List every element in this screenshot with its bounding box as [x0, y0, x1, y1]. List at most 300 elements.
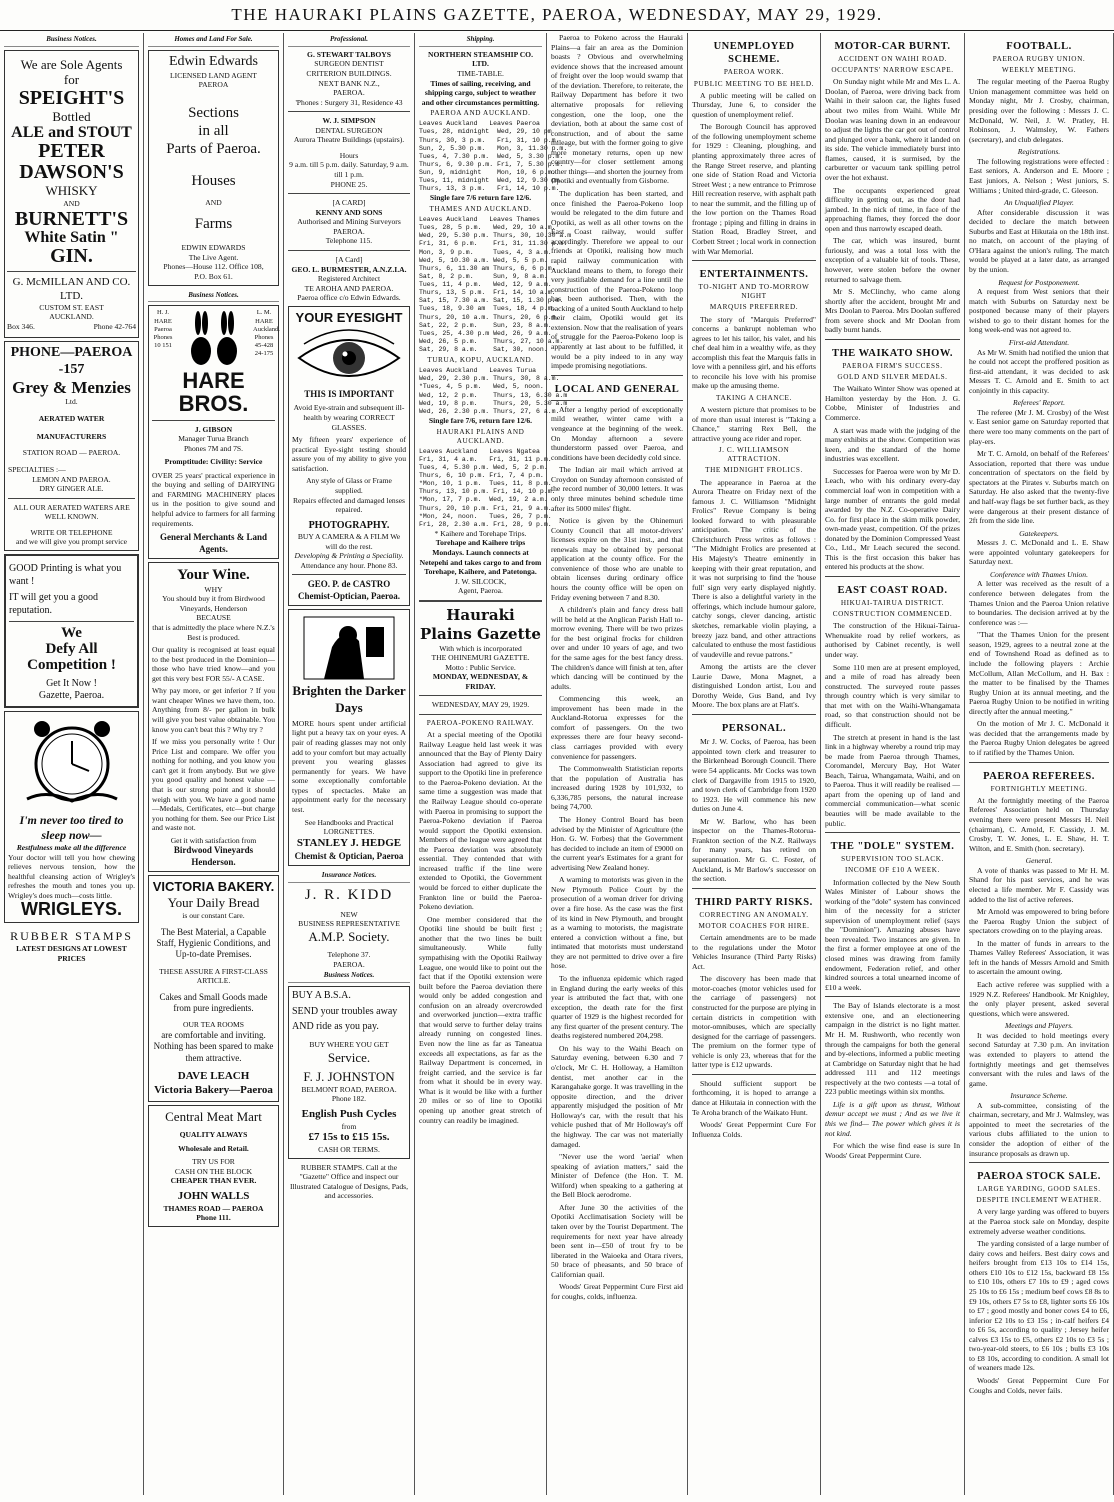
article-subheading: SUPERVISION TOO SLACK.: [841, 855, 944, 864]
article-subheading: Request for Postponement.: [998, 277, 1080, 287]
article-paragraph: The yarding consisted of a large number of dairy cows and heifers. Best dairy cows and heifers brought from £13 10s to £14 15s, others £10 10s to £12 15s, backward £8 15s to £10 10s, others £7 10s to £9 ; aged cows 25 10s to £6 15s ; medium beef cows £8 8s to £9 10s, others £7 5s to £8, lighter sorts £6 10s to £7 ; good mostly and boner cows £4 to £6, inferior £2 10s to £3 15s ; in-calf heifers £4 to £6 5s, according to quality ; Jersey heifer calves £3 15s to £5, others £2 10s to £3 5s ; two-year-old steers, to £6 10s ; bulls £3 10s to £8 10s, according to condition. A small lot of weaners made 12s.: [969, 1239, 1109, 1373]
ad-line: MANUFACTURERS: [36, 431, 107, 441]
ad-line: that is admittedly the place where N.Z.'s Best is produced.: [152, 622, 275, 642]
article-paragraph: After considerable discussion it was decided to declare the match between Suburbs and East at Hikutaia on the 18th inst. no match, on account of the playing of O'Hara against the union's ruling. The match would be played at a later date, as arranged by the union.: [969, 207, 1109, 275]
ad-line: MORE hours spent under artificial light put a heavy tax on your eyes. A pair of reading glasses may not only add to your comfort but may actually prevent you wearing glasses permanently for years. We have some exceptionally comfortable types of spectacles. Make an appointment early for the necessary test.: [292, 718, 406, 814]
article-paragraph: Certain amendments are to be made to the regulations under the Motor Vehicles Insurance (Third Party Risks) Act.: [692, 933, 816, 971]
ad-line: WRIGLEYS.: [20, 899, 122, 920]
ad-line: Competition !: [27, 656, 116, 673]
ad-line: Your Wine.: [177, 566, 250, 583]
ad-line: SPECIALTIES :—: [8, 465, 66, 475]
hedge-ad: [288, 609, 410, 866]
article-paragraph: Messrs J. C. McDonald and L. E. Shaw were appointed voluntary gatekeepers for Saturday next.: [969, 538, 1109, 567]
ad-line: A.M.P. Society.: [308, 928, 390, 944]
ad-line: WHY: [204, 584, 223, 594]
article-paragraph: Mr T. C. Arnold, on behalf of the Referees' Association, reported that there was undue concentration of spectators on the field by spectators at the Pirates v. Suburbs match on Saturday. He also asked that the twenty-five and half-way flags be set further back, as they were dangerous at their present distance of 2ft from the side line.: [969, 449, 1109, 526]
section-heading: Insurance Notices.: [288, 869, 410, 883]
ad-line: Brighten the Darker Days: [292, 683, 406, 715]
ad-line: Registered Architect: [317, 274, 381, 284]
article-heading: PAEROA REFEREES.: [983, 770, 1095, 782]
ad-line: Promptitude: Civility: Service: [164, 457, 263, 467]
ad-line: THAMES ROAD — PAEROA: [163, 1203, 264, 1213]
ad-line: F. J. JOHNSTON: [303, 1069, 395, 1085]
article-paragraph: At a special meeting of the Opotiki Railway League held last week it was announced that the Bay of Plenty Dairy Association had agreed to give its support to the Opotiki line in preference to the Paeroa-Pokeno deviation. At the same time a suggestion was made that the Railway League should co-operate with Paeroa in promising to support the Paeroa-Pokeno deviation if Paeroa would support the Opotiki extension. Members of the league were agreed that the Paeroa deviation was absolutely essential. They contended that with increased traffic if the line were extended to Opotiki, the Government would be forced to either duplicate the Frankton line or build the Paeroa-Pokeno deviation.: [419, 730, 542, 912]
ad-line: NORTHERN STEAMSHIP CO. LTD.: [427, 49, 533, 69]
ad-line: BELMONT ROAD, PAEROA.: [301, 1084, 397, 1094]
ad-line: The Live Agent.: [188, 252, 239, 262]
ad-line: [A CARD]: [332, 198, 366, 208]
ad-line: 'Phones : Surgery 31, Residence 43: [295, 97, 403, 107]
article-heading: FOOTBALL.: [1006, 41, 1072, 52]
article-paragraph: Some 110 men are at present employed, and a mile of road has already been constructed. The surveyed route passes through country which is very similar to that met with on the Waihi-Whangamata road, so that construction should not be difficult.: [825, 662, 960, 729]
article-paragraph: A sub-committee, consisting of the chairman, secretary, and Mr J. Walmsley, was appointed to meet the secretaries of the various clubs affiliated to the union to consider the adoption of either of the insurance proposals as drawn up.: [969, 1100, 1109, 1158]
ad-line: Agent, Paeroa.: [458, 586, 503, 596]
ad-line: CUSTOM ST. EAST: [39, 302, 104, 312]
article-heading: ENTERTAINMENTS.: [699, 269, 809, 281]
article-paragraph: The Indian air mail which arrived at Croydon on Sunday afternoon consisted of the record number of 30,000 letters. It was only three minutes behind schedule time after its 5000 miles' flight.: [551, 465, 683, 513]
ad-line: BUSINESS REPRESENTATIVE: [298, 919, 400, 929]
article-paragraph: The construction of the Hikuai-Tairua-Whenuakite road by relief workers, as authorised by Cabinet recently, is well under way.: [825, 621, 960, 660]
ad-line: from: [341, 1121, 357, 1131]
article-paragraph: On Sunday night while Mr and Mrs L. A. Doolan, of Paeroa, were driving back from Waihi in their saloon car, the lights fused about two miles from Waihi. While Mr Doolan was leaning down in an endeavour to adjust the lights the car got out of control and plunged over a bank, where it landed on its side. The vehicle immediately burst into flames, caused, it is surmised, by the carburetter or vacuum tank spilling petrol over the hot exhaust.: [825, 77, 960, 182]
ad-line: J. W. SILCOCK,: [454, 576, 507, 586]
article-paragraph: After a lengthy period of exceptionally mild weather, winter came with a vengeance at the beginning of the week. On Monday afternoon a severe thunderstorm passed over Paeroa, and conditions have been decidedly cold since.: [551, 404, 683, 462]
article-paragraph: Commencing this week, an improvement has been made in the Auckland-Rotorua expresses for the comfort of passengers. On the two expresses there are four heavy second-class carriages provided with every convenience for passengers.: [551, 694, 683, 761]
article-subheading: THE MIDNIGHT FROLICS.: [705, 466, 803, 475]
ad-line: GIN.: [50, 245, 93, 268]
ad-line: VICTORIA BAKERY.: [152, 879, 275, 894]
section-heading: Business Notices.: [288, 969, 410, 983]
article-heading: MOTOR-CAR BURNT.: [834, 41, 951, 52]
ad-line: AERATED WATER: [38, 414, 105, 424]
ad-line: LEMON AND PAEROA.: [32, 474, 111, 484]
ad-line: LATEST DESIGNS AT LOWEST PRICES: [16, 944, 127, 963]
article-subheading: TO-NIGHT AND TO-MORROW NIGHT: [698, 283, 810, 301]
ad-line: 9 a.m. till 5 p.m. daily. Saturday, 9 a.m. till 1 p.m.: [289, 160, 409, 179]
ad-line: Box 346.: [7, 321, 35, 331]
ad-line: I'm never too tired to sleep now—: [19, 812, 124, 842]
article-heading: UNEMPLOYED SCHEME.: [713, 41, 795, 66]
article-subheading: First-aid Attendant.: [1008, 337, 1070, 347]
section-heading: Homes and Land For Sale.: [148, 33, 279, 47]
timetable-heading: HAURAKI PLAINS AND AUCKLAND.: [436, 427, 525, 445]
article-heading: THE WAIKATO SHOW.: [831, 347, 954, 359]
eye-illustration: [294, 330, 404, 385]
ad-line: BUY WHERE YOU GET: [309, 1040, 389, 1050]
ad-line: GEO. L. BURMESTER, A.N.Z.I.A.: [291, 264, 407, 274]
ad-line: You should buy it from Birdwood Vineyards, Henderson: [162, 594, 265, 613]
ad-line: Get it with satisfaction from: [170, 835, 257, 845]
article-paragraph: On his way to the Waihi Beach on Saturday evening, between 6.30 and 7 o'clock, Mr C. H. Holloway, a Hamilton dentist, met another car in the Karangahake gorge. It was travelling in the opposite direction, and the driver apparently misjudged the position of Mr Holloway's car, with the result that his vehicle pushed that of Mr Holloway's off the highway. The car was not materially damaged.: [551, 1043, 683, 1149]
ad-line: WHISKY: [45, 183, 98, 199]
article-subheading: PAEROA WORK.: [723, 68, 785, 77]
section-heading: Business Notices.: [148, 289, 279, 303]
ad-line: SEND your troubles away: [292, 1005, 398, 1017]
ad-line: Torehape and Kaihere trips Mondays. Launch connects at Netepehi and takes cargo to and from Torehape, Kaihere, and Patetonga.: [419, 538, 542, 577]
article-paragraph: The following registrations were effected : East seniors, A. Anderson and E. Moore ; East juniors, A. Nelson ; West juniors, S. Williams ; United third-grade, C. Gleeson.: [969, 156, 1109, 195]
wrigleys-ad: [4, 711, 139, 923]
article-subheading: DESPITE INCLEMENT WEATHER.: [976, 1196, 1102, 1205]
article-paragraph: The story of "Marquis Preferred" concerns a bankrupt nobleman who agrees to let his tailor, his valet, and his chef deal him in a wealthy wife, as they accomplish this feat the Marquis falls in love with a penniless girl, and his efforts to reconcile his love with his promise make up the amusing theme.: [692, 314, 816, 391]
ad-line: NEW: [340, 909, 358, 919]
ad-line: RUBBER STAMPS: [10, 929, 133, 944]
ad-line: Phones 7M and 7S.: [183, 443, 244, 453]
article-subheading: General.: [1025, 856, 1053, 866]
article-paragraph: It was decided to hold meetings every second Saturday at 7.30 p.m. An invitation was extended to players to attend the fortnightly meetings and get themselves conversant with the rules and laws of the game.: [969, 1030, 1109, 1088]
article-subheading: WEEKLY MEETING.: [1001, 66, 1077, 75]
ad-line: Ltd.: [65, 396, 78, 406]
hare-bros-ad: [148, 305, 279, 558]
ad-line: OVER 25 years' practical experience in the buying and selling of DAIRYING and FARMING MACHINERY places us in the position to give sound and helpful advice to farmers for all farming requirements.: [152, 470, 275, 528]
timetable: Leaves Auckland Leaves Turua Wed, 29, 2.30 p.m. Thurs, 30, 8 a.m. *Tues, 4, 5 p.m. Wed, 5, noon. Wed, 12, 2 p.m. Thurs, 13, 6.30 a.m Wed, 19, 8 p.m. Thurs, 20, 5.30 a.m Wed, 26, 2.30 p.m. Thurs, 27, 6 a.m.: [419, 367, 568, 415]
article-paragraph: Mr W. Barlow, who has been inspector on the Thames-Rotorua-Frankton section of the N.Z. Railways for many years, has retired on superannuation. Mr G. C. Foster, of Auckland, is Mr Barlow's successor on the section.: [692, 816, 816, 884]
ad-line: Hauraki Plains Gazette: [420, 605, 541, 643]
article-heading: PERSONAL.: [721, 723, 787, 735]
ad-line: W. J. SIMPSON: [322, 116, 376, 126]
ad-line: Restfulness make all the difference: [16, 843, 127, 853]
article-paragraph: Mr J. W. Cocks, of Paeroa, has been appointed town clerk and treasurer to the Birkenhead Borough Council. There were 54 applicants. Mr Cocks was town clerk of Dargaville from 1915 to 1920, and town clerk of Cambridge from 1920 to 1923. He will commence his new duties on June 4.: [692, 737, 816, 814]
ad-line: KENNY AND SONS: [315, 207, 383, 217]
ad-line: OUR TEA ROOMS: [182, 1020, 245, 1030]
article-paragraph: At the fortnightly meeting of the Paeroa Referees' Association held on Thursday evening there were present Messrs H. Neil (chairman), C. Arnold, F. Cassidy, J. M. Crosby, T. W. Jones, L. E. Shaw, H. T. Wilton, and E. Smith (hon. secretary).: [969, 795, 1109, 853]
ad-line: STANLEY J. HEDGE: [296, 836, 402, 849]
article-paragraph: Among the artists are the clever Laurie Dawe, Mona Magnet, a distinguished London artist, Lou and Dorothy Weide, Gus Band, and Ivy Moore. The box plans are at Flatt's.: [692, 662, 816, 710]
article-subheading: MARQUIS PREFERRED.: [709, 303, 799, 312]
article-paragraph: The duplication has been started, and once finished the Paeroa-Pokeno loop would be relegated to the dim future and Opotiki, as well as all other towns on the East Coast railway, would suffer accordingly. Therefore we appeal to our friends at Opotiki, realising how much rapid railway communication with Auckland means to them, to forego their very justifiable demand for a line until the construction of the Paeroa-Pokeno loop has been authorised. Then, with the backing of a united South Auckland to help their claim, Opotiki would get its extension. Now that the realisation of years of struggle for the Paeroa-Pokeno loop is apparently at last about to be fulfilled, it would be a pity indeed to in any way impede promising negotiations.: [551, 189, 683, 371]
article-paragraph: Paeroa to Pokeno across the Hauraki Plains—a fair an area as the Dominion boasts ? Obvious and overwhelming evidence shows that the increased amount of freight over the loop would swamp that of the deviation. Therefore, to reiterate, the Railway Department has before it two alternative proposals for relieving congestion, one the loop, one the deviation, both at about the same cost of construction, and of about the same mileage, but with the former going to give more monetary returns, open up new country—for closer settlement among other things—and shorten the journey from Opotiki and eventually from Gisborne.: [551, 33, 683, 186]
column-8: [965, 33, 1114, 1495]
ad-line: P.O. Box 61.: [194, 271, 233, 281]
ad-line: Bottled: [52, 109, 91, 124]
section-heading: Shipping.: [419, 33, 542, 47]
ad-line: Chemist-Optician, Paeroa.: [297, 590, 401, 601]
ad-line: WRITE OR TELEPHONE: [30, 527, 113, 537]
ad-line: ALL OUR AERATED WATERS ARE WELL KNOWN.: [13, 502, 130, 522]
article-paragraph: "Never use the word 'aerial' when speaking of aviation matters," said the Minister of Defence (the Hon. T. M. Wilford) when speaking to a gathering at the Bell Block aerodrome.: [551, 1152, 683, 1200]
ad-line: is our constant Care.: [182, 910, 245, 920]
article-paragraph: The Borough Council has approved of the following unemployment scheme for 1929 : Cleaning, ploughing, and planting approximately three acres of the Range Street reserve, and planting one side of Station Road and Victoria Street West ; a new entrance to Primrose Hill recreation reserve, with asphalt path to near the summit, and the filling up of the low portion on the Thames Road frontage ; piping and filling in drains in Station Road, Bradley Street, and Corbett Street ; local work in connection with War Memorial.: [692, 122, 816, 256]
ad-line: Birdwood Vineyards Henderson.: [173, 845, 254, 867]
article-paragraph: A public meeting will be called on Thursday, June 6, to consider the question of unemployment relief.: [692, 90, 816, 119]
ad-line: If we miss you personally write ! Our Price List and compare. We offer you nothing for nothing, and you know you can't get it from anybody. But we give you good quality and honest value — that is our strong point and it should weigh with you. We have a good name—Medals, Certificates, etc—but charge you nothing for them. See our Price List and waste not.: [152, 737, 275, 833]
ad-line: See Handbooks and Practical LORGNETTES.: [304, 817, 394, 837]
article-paragraph: The Commonwealth Statistician reports that the population of Australia has increased during 1928 by 101,932, to 6,336,785 persons, the natural increase being 74,700.: [551, 764, 683, 812]
ad-line: L. M. HARE Auckland. Phones 45-428 24-175: [253, 309, 280, 358]
article-subheading: CONSTRUCTION COMMENCED.: [832, 610, 953, 619]
ad-line: Grey & Menzies: [12, 378, 131, 397]
ad-line: DAVE LEACH: [177, 1069, 250, 1082]
article-paragraph: A letter was received as the result of a conference between delegates from the Thames Union and the Paeroa Union relative to boundaries. The decision arrived at by the conference was :—: [969, 579, 1109, 627]
article-paragraph: The regular meeting of the Paeroa Rugby Union management committee was held on Monday night, Mr J. Crosby, chairman, presiding over the following : Messrs J. C. McDonald, W. Neil, J. W. Pratley, H. Robinson, J. Walmsley, W. Fathers (secretary), and club delegates.: [969, 77, 1109, 144]
ad-line: ALE and STOUT: [11, 123, 132, 141]
article-paragraph: A children's plain and fancy dress ball will be held at the Anglican Parish Hall to-morrow evening. There will be two prizes for the best original frocks for children over and under 10 years of age, and two for the same ages for the best fancy dress. The children's dance will finish at ten, after which dancing will be continued by the adults.: [551, 605, 683, 691]
column-2: [144, 33, 284, 1495]
ad-line: Get It Now !: [46, 677, 97, 689]
ad-line: Why pay more, or get inferior ? If you want cheaper Wines we have them, too. Anything from 8/- per gallon in bulk will give you best value obtainable. You know you can't beat this ? Why try ?: [152, 686, 275, 734]
ad-line: J. R. KIDD: [304, 886, 394, 903]
issue-date: WEDNESDAY, MAY 29, 1929.: [431, 700, 530, 710]
ad-line: CASH ON THE BLOCK: [174, 1166, 253, 1176]
ad-line: Times of sailing, receiving, and shipping cargo, subject to weather and other circumstances permitting.: [421, 78, 540, 107]
column-4: [415, 33, 572, 1495]
ad-line: AND: [205, 197, 222, 207]
ad-line: for: [63, 72, 80, 88]
victoria-bakery-ad: [148, 875, 279, 1102]
ad-line: Authorised and Mining Surveyors PAEROA.: [297, 217, 401, 236]
eyesight-ad: [288, 306, 410, 606]
ad-line: Chemist & Optician, Paeroa: [294, 850, 404, 861]
article-subheading: PAEROA RUGBY UNION.: [992, 55, 1086, 64]
ad-line: PHONE 25.: [330, 179, 368, 189]
article-paragraph: After June 30 the activities of the Opotiki Acclimatisation Society will be taken over by the Tourist Department. The requirements for next year have already been sent in—£50 of trout fry to be liberated in the Waioeka and Otara rivers, 50 brace of pheasants, and 50 brace of Californian quail.: [551, 1202, 683, 1279]
ad-line: Motto : Public Service.: [445, 662, 516, 672]
ad-line: BUY A B.S.A.: [292, 990, 351, 1002]
ad-line: PHONE—PAEROA -157: [10, 345, 133, 378]
wine-ad: [148, 562, 279, 872]
ad-line: are comfortable and inviting. Nothing has been spared to make them attractive.: [153, 1029, 274, 1063]
article-paragraph: Successes for Paeroa were won by Mr D. Leach, who with his ordinary every-day commercial loaf won in competition with a large number of entrants the gold medal awarded by the N.Z. Co-operative Dairy Co. for first place in the skim milk powder, own-made yeast, competition. Of the prizes donated by the Dominion Compressed Yeast Co., Ltd., Mr Leach secured the second. This is the first occasion this baker has entered his products at the show.: [825, 466, 960, 572]
ad-line: G. McMILLAN AND CO. LTD.: [12, 276, 131, 302]
ad-line: DAWSON'S: [19, 161, 124, 184]
ad-line: £7 15s to £15 15s.: [308, 1131, 390, 1144]
article-paragraph: Information collected by the New South Wales Minister of Labour shows the working of the "dole" system has convinced him of the necessity for a stricter supervision of unemployment relief (says the "Dominion"). Amazing abuses have been revealed. Two instances are given. In the first a former employee at one of the closed mines was drawing from family endowment, Federation relief, and other kindred sources a total unearned income of £10 a week.: [825, 877, 960, 992]
ad-line: Houses: [191, 172, 236, 189]
ad-line: TE AROHA AND PAEROA.: [304, 283, 394, 293]
clock-illustration: [17, 719, 127, 809]
article-paragraph: Mr S. McClinchy, who came along shortly after the accident, brought Mr and Mrs Doolan to Paeroa. Mrs Doolan suffered from severe shock and Mr Doolan from badly burnt hands.: [825, 287, 960, 335]
article-subheading: Gatekeepers.: [1019, 528, 1059, 538]
article-subheading: CORRECTING AN ANOMALY.: [699, 910, 809, 919]
ad-line: EDWIN EDWARDS: [181, 243, 246, 253]
article-subheading: Registrations.: [1017, 147, 1061, 157]
ad-line: DENTAL SURGEON: [315, 125, 383, 135]
ad-line: White Satin ": [24, 228, 119, 246]
article-paragraph: A start was made with the judging of the many exhibits at the show. Competition was keen, and the standard of the home industries was excellent.: [825, 425, 960, 464]
bsa-ad: [288, 986, 410, 1159]
article-paragraph: To the influenza epidemic which raged in England during the early weeks of this year is attributed the fact that, with one exception, the death rate for the first quarter of 1929 is the highest recorded for any first quarter of the present century. The deaths registered numbered 204,298.: [551, 973, 683, 1041]
ad-line: TRY US FOR: [192, 1157, 235, 1167]
timetable: Leaves Auckland Leaves Paeroa Tues, 28, midnight Wed, 29, 10 pm Thurs, 30, 3 p.m. Fri, 31, 10 p.m. Sun, 2, 5.30 p.m. Mon, 3, 11.30 p.m. Tues, 4, 7.30 p.m. Wed, 5, 3.30 p.m. Thurs, 6, 9.30 p.m. Fri, 7, 5.30 p.m. Sun, 9, midnight Mon, 10, 6 p.m. Tues, 11, midnight Wed, 12, 9.30 pm. Thurs, 13, 3 p.m. Fri, 14, 10 p.m.: [419, 120, 568, 193]
article-paragraph: Mr Arnold was empowered to bring before the Paeroa Rugby Union the subject of spectators crowding on to the playing areas.: [969, 907, 1109, 936]
article-paragraph: The discovery has been made that motor-coaches (motor vehicles used for the carriage of passengers) not constructed for the purpose are plying in certain districts in competition with motor-omnibuses, which are specially designed for the carriage of passengers. The premium on the former type of vehicle is only 23, whereas that for the latter type is £12 upwards.: [692, 974, 816, 1070]
article-paragraph: The stretch at present in hand is the last link in a highway whereby a round trip may be made from Paeroa through Thames, Coromandel, Mercury Bay, Hot Water Beach, Tairua, Whangamata, Waihi, and on to Paeroa. Thus it will readily be realised —apart from the opening up of land and commercial communication—what scenic beauties will be made available to the public.: [825, 732, 960, 828]
kenny-card: [288, 198, 410, 246]
article-subheading: INCOME OF £10 A WEEK.: [845, 866, 940, 875]
article-subheading: ACCIDENT ON WAIHI ROAD.: [838, 55, 947, 64]
article-paragraph: A very large yarding was offered to buyers at the Paeroa stock sale on Monday, despite extremely adverse weather conditions.: [969, 1207, 1109, 1236]
ad-line: Central Meat Mart: [165, 1108, 262, 1124]
ad-line: Edwin Edwards: [168, 53, 259, 69]
ad-line: Phone 182.: [331, 1094, 367, 1104]
article-subheading: Conference with Thames Union.: [989, 569, 1088, 579]
ad-line: PAEROA.: [333, 959, 365, 969]
ad-line: We: [61, 625, 82, 642]
article-paragraph: A western picture that promises to be of more than usual interest is "Taking a Chance," starring Rex Bell, the attractive young ace rider and roper.: [692, 405, 816, 443]
article-paragraph: The occupants experienced great difficulty in getting out, as the door had jambed. In the nick of time, in face of the approaching flames, they forced the door open and thus narrowly escaped death.: [825, 185, 960, 233]
article-paragraph: A warning to motorists was given in the New Plymouth Police Court by the prosecution of a woman driver for driving over a fire hose. As the case was the first of its kind in New Plymouth, and brought as a warning to motorists, the magistrate entered a conviction without a fine, but intimated that motorists must understand they are not permitted to drive over a fire hose.: [551, 875, 683, 971]
article-paragraph: For which the wise find ease is sure In Woods' Great Peppermint Cure.: [825, 1141, 960, 1160]
timetable-heading: TURUA, KOPU, AUCKLAND.: [427, 356, 534, 365]
kidd-ad: [288, 886, 410, 970]
ad-line: Developing & Printing a Speciality.: [294, 551, 404, 561]
article-heading: THIRD PARTY RISKS.: [695, 896, 813, 908]
ad-line: AND ride as you pay.: [292, 1021, 379, 1033]
article-subheading: Meetings and Players.: [1004, 1021, 1074, 1031]
ad-line: Manager Turua Branch: [178, 434, 249, 444]
article-subheading: Referees' Report.: [1013, 398, 1065, 408]
timetable-heading: THAMES AND AUCKLAND.: [429, 204, 532, 213]
ad-line: Your doctor will tell you how chewing relieves nervous tension, how the healthful cleansing action of Wrigley's refreshes the mouth and tones you up. Wrigley's does much—costs little.: [8, 852, 135, 900]
ad-line: Aurora Theatre Buildings (upstairs).: [293, 135, 405, 145]
article-paragraph: A vote of thanks was passed to Mr H. M. Shand for his past services, and he was elected a life member. Mr F. Cassidy was added to the list of active referees.: [969, 865, 1109, 904]
article-paragraph: Woods' Great Peppermint Cure For Influenza Colds.: [692, 1120, 816, 1139]
ad-line: RUBBER STAMPS. Call at the "Gazette" Office and inspect our Illustrated Catalogue of Designs, Pads, and accessories.: [289, 1162, 409, 1201]
edwards-ad: [148, 50, 279, 286]
ad-line: Paeroa office c/o Edwin Edwards.: [297, 293, 401, 303]
article-paragraph: On the motion of Mr J. C. McDonald it was decided that the arrangements made by the Paeroa Rugby Union delegates be agreed to if ratified by the Thames Union.: [969, 719, 1109, 758]
burmester-card: [288, 255, 410, 303]
ad-line: Telephone 37.: [327, 950, 371, 960]
gazette-nameplate: [419, 606, 542, 692]
article-paragraph: The Bay of Islands electorate is a most extensive one, and an electioneering campaign in the district is no light matter. Mr H. M. Rushworth, who recently won through the campaigns for both the general and by-elections, informed a public meeting at Cambridge on Saturday night that he had addressed 111 and 112 meetings respectively at the two contests —a total of 223 public meetings within six months.: [825, 1001, 960, 1097]
ad-line: J. GIBSON: [194, 424, 233, 434]
ad-line: THE OHINEMURI GAZETTE.: [431, 653, 530, 663]
ad-line: CRITERION BUILDINGS.: [306, 68, 392, 78]
ad-line: Wholesale and Retail.: [178, 1143, 249, 1153]
article-paragraph: The Waikato Winter Show was opened at Hamilton yesterday by the Hon. J. G. Cobbe, Minister of Industries and Commerce.: [825, 384, 960, 422]
article-heading: PAEROA STOCK SALE.: [977, 1171, 1101, 1183]
simpson-card: [288, 116, 410, 189]
article-subheading: An Unqualified Player.: [1004, 198, 1074, 208]
masthead: THE HAURAKI PLAINS GAZETTE, PAEROA, WEDNESDAY, MAY 29, 1929.: [0, 0, 1114, 31]
ad-line: Parts of Paeroa.: [166, 140, 261, 157]
ad-line: The Best Material, a Capable Staff, Hygienic Conditions, and Up-to-date Premises.: [156, 926, 271, 960]
ad-line: Repairs effected and damaged lenses repaired.: [292, 495, 406, 515]
article-subheading: MOTOR COACHES FOR HIRE.: [698, 921, 810, 930]
ad-line: YOUR EYESIGHT: [295, 309, 403, 325]
ad-line: STATION ROAD — PAEROA.: [22, 447, 121, 457]
ad-line: IT will get you a good reputation.: [9, 592, 98, 616]
ad-line: English Push Cycles: [301, 1107, 397, 1120]
ad-line: Gazette, Paeroa.: [38, 690, 105, 702]
ad-line: JOHN WALLS: [177, 1189, 250, 1202]
fare-note: Single fare 7/6 return fare 12/6.: [429, 193, 532, 203]
ad-line: THIS IS IMPORTANT: [304, 389, 394, 400]
column-7: [821, 33, 965, 1495]
ad-line: BUY A CAMERA & A FILM We will do the rest.: [297, 532, 401, 551]
timetable: Leaves Auckland Leaves Ngatea Fri, 31, 4 a.m. Fri, 31, 11 p.m. Tues, 4, 5.30 p.m. Wed, 5, 2 p.m. Thurs, 6, 10 p.m. Fri, 7, 4 p.m. *Mon, 10, 1 p.m. Tues, 11, 8 p.m. Thurs, 13, 10 p.m. Fri, 14, 10 p.m. *Mon, 17, 7 p.m. Wed, 19, 2 a.m. Thurs, 20, 10 p.m. Fri, 21, 9 a.m. *Mon, 24, noon. Tues, 26, 7 p.m. Fri, 28, 2.30 a.m. Fri, 28, 9 p.m.: [419, 447, 556, 528]
article-paragraph: Woods' Great Peppermint Cure First aid for coughs, colds, influenza.: [551, 1282, 683, 1301]
speights-ad: [4, 50, 139, 339]
ad-line: QUALITY ALWAYS: [179, 1130, 248, 1140]
ad-line: Telephone 115.: [325, 236, 373, 246]
article-heading: EAST COAST ROAD.: [837, 585, 948, 596]
article-subheading: PAEROA FIRM'S SUCCESS.: [842, 362, 943, 371]
ad-line: Phones—House 112. Office 108,: [163, 262, 264, 272]
ad-line: CASH OR TERMS.: [318, 1145, 380, 1155]
ad-line: * Kaihere and Torehape Trips.: [434, 528, 527, 538]
article-paragraph: The referee (Mr J. M. Crosby) of the West v. East senior game on Saturday reported that there were too many comments on the part of play-ers.: [969, 407, 1109, 446]
ad-line: NEXT BANK N.Z.,: [318, 78, 380, 88]
ad-line: Phone 42-764: [93, 321, 136, 331]
ad-line: Attendance any hour. Phone 83.: [300, 560, 398, 570]
ad-line: Farms: [194, 216, 233, 233]
lady-silhouette: [304, 617, 394, 679]
ad-line: BURNETT'S: [14, 207, 129, 230]
hare-illustration: [179, 309, 249, 369]
ad-line: Our quality is recognised at least equal to the best produced in the Dominion—those who have tried know—and you get this very best FOR 55/- A CASE.: [152, 645, 275, 683]
ad-line: HARE BROS.: [178, 368, 249, 417]
ad-line: MONDAY, WEDNESDAY, & FRIDAY.: [432, 672, 529, 691]
ad-line: AUCKLAND.: [49, 312, 94, 322]
ad-line: THESE ASSURE A FIRST-CLASS ARTICLE.: [159, 966, 268, 986]
ad-line: Sections: [188, 104, 239, 121]
ad-line: and we will give you prompt service: [16, 537, 127, 547]
article-subheading: J. C. WILLIAMSON ATTRACTION.: [718, 446, 790, 464]
ad-line: We are Sole Agents: [20, 56, 123, 72]
article-paragraph: The appearance in Paeroa at the Aurora Theatre on Friday next of the famous J. C. Williamson "Midnight Frolics" Revue Company is being looked forward to with pleasurable anticipation. The critic of the Christchurch Press writes as follows : "The Midnight Frolics are presented at His Majesty's Theatre eminently in keeping with their great reputation, and it was not surprising to find the 'house full' sign very early displayed nightly. There is also a delightful variety in the offerings, which include humour galore, catchy songs, clever dancing, artistic sketches, remarkable violin playing, a breezy jazz band, and other attractions calculated to enthuse the most fastidious of vaudeville and revue patrons.": [692, 477, 816, 659]
printing-ad: [4, 554, 139, 708]
article-subheading: HIKUAI-TAIRUA DISTRICT.: [840, 599, 945, 608]
article-subheading: FORTNIGHTLY MEETING.: [990, 784, 1088, 793]
ad-line: LICENSED LAND AGENT: [170, 70, 257, 80]
article-paragraph: In the matter of funds in arrears to the Thames Valley Referees' Association, it was left in the hands of Messrs Arnold and Smith to ascertain the amount owing.: [969, 938, 1109, 977]
column-6: [688, 33, 821, 1495]
section-heading: Business Notices.: [4, 33, 139, 47]
timetable: Leaves Auckland Leaves Thames Tues, 28, 5 p.m. Wed, 29, 10 a.m. Wed, 29, 5.30 p.m. Thurs, 30, 10.30 a.m Fri, 31, 6 p.m. Fri, 31, 11.30 p.m. Mon, 3, 9 p.m. Tues, 4, 3 a.m. Wed, 5, 10.30 a.m. Wed, 5, 5 p.m. Thurs, 6, 11.30 am Thurs, 6, 6 p.m. Sat, 8, 2 p.m. Sun, 9, 8 a.m. Tues, 11, 4 p.m. Wed, 12, 9 a.m. Thurs, 13, 5 p.m. Fri, 14, 10 a.m. Sat, 15, 7.30 a.m. Sat, 15, 1.30 p.m. Tues, 18, 9.30 am Tues, 18, 4 p.m. Thurs, 20, 10 a.m. Thurs, 20, 6 p.m. Sat, 22, 2 p.m. Sun, 23, 8 a.m. Tues, 25, 4.30 p.m Wed, 26, 9 a.m. Wed, 26, 5 p.m. Thurs, 27, 10 a.m. Sat, 29, 8 a.m. Sat, 30, noon.: [419, 216, 572, 353]
ad-line: Service.: [327, 1049, 371, 1065]
ad-line: Cakes and Small Goods made from pure ingredients.: [159, 991, 268, 1013]
ad-line: Phone 111.: [196, 1213, 231, 1223]
article-paragraph: Woods' Great Peppermint Cure For Coughs and Colds, never fails.: [969, 1376, 1109, 1395]
article-paragraph: As Mr W. Smith had notified the union that he could not accept the proffered position as first-aid attendant, it was decided to ask Messrs T. C. Arnold and E. Smith to act conjointly in this capacity.: [969, 347, 1109, 395]
ad-line: PHOTOGRAPHY.: [308, 519, 390, 531]
ad-line: GEO. P. de CASTRO: [307, 579, 391, 590]
article-paragraph: "That the Thames Union for the present season, 1929, agrees to a neutral zone at the end of Townshend Road as defined as to include the following players : Archie McCollum, Allan McCollum, and H. Bax : the matter to be finalised by the Thames Rugby Union at its annual meeting, and the Paeroa Rugby Union to be notified in writing directly after the annual meeting.": [969, 630, 1109, 716]
timetable-heading: PAEROA AND AUCKLAND.: [430, 109, 531, 118]
article-paragraph: Notice is given by the Ohinemuri County Council that all motor-drivers' licenses expire on the 31st inst., and that renewals may be obtained by personal application at the county office. For the convenience of those who are unable to obtain licenses during ordinary office hours the county office will be open on Friday evening between 7 and 8.30.: [551, 516, 683, 602]
ad-line: TIME-TABLE.: [457, 68, 504, 78]
ad-line: PAEROA: [198, 80, 229, 90]
column-3: [284, 33, 415, 1495]
article-paragraph: The Honey Control Board has been advised by the Minister of Agriculture (the Hon. G. W. Forbes) that the Government has decided to include an item of £9000 on the current year's Estimates for a grant for advertising New Zealand honey.: [551, 814, 683, 872]
ad-line: Defy All: [45, 641, 98, 658]
ad-line: in all: [198, 122, 229, 139]
section-heading: Professional.: [288, 33, 410, 47]
ad-line: Your Daily Bread: [167, 895, 260, 911]
article-subheading: GOLD AND SILVER MEDALS.: [837, 373, 948, 382]
ad-line: PETER: [38, 140, 105, 163]
article-heading: THE "DOLE" SYSTEM.: [830, 841, 955, 853]
ad-line: CHEAPER THAN EVER.: [170, 1176, 257, 1186]
article-subheading: TAKING A CHANCE.: [716, 394, 792, 403]
ad-line: General Merchants & Land Agents.: [159, 532, 268, 554]
talboys-card: [288, 50, 410, 107]
ad-line: Avoid Eye-strain and subsequent ill-health by wearing CORRECT GLASSES.: [293, 403, 405, 432]
article-subheading: LARGE YARDING, GOOD SALES.: [977, 1185, 1101, 1194]
article-paragraph: One member considered that the Opotiki line should be built first ; another that the two lines be built simultaneously. While fully sympathising with the Opotiki Railway League, one would like to point out the fact that if the Opotiki extension were built before the Paeroa deviation there would only be added congestion and confusion on an already overcrowded and overworked junction—extra traffic that would serve to further delay trains already running on congested lines. Even now the line as far as Taneatua exceeds all expectations, as far as the Railway Department is concerned, in freight carried, and the service is far from what it should be in every way. What is it would be like with a further 20 miles or so of line to Opotiki opening up another great stretch of country can readily be imagined.: [419, 914, 542, 1125]
ad-line: Hours: [339, 150, 359, 160]
article-paragraph: Life is a gift upon us thrust, Without demur accept we must ; And as we live it this we find— The power which gives it is not kind.: [825, 1099, 960, 1138]
article-paragraph: The car, which was insured, burnt furiously, and was a total loss with the exception of a valuable kit of tools. These, however, were stolen before the owner returned to salvage them.: [825, 236, 960, 284]
ad-line: My fifteen years' experience of practical Eye-sight testing should assure you of my ability to give you satisfaction.: [292, 435, 406, 473]
meat-mart-ad: [148, 1105, 279, 1227]
article-paragraph: A request from West seniors that their match with Suburbs on Saturday next be postponed because many of their players wished to go to their distant homes for the long week-end was not agreed to.: [969, 287, 1109, 335]
article-paragraph: Each active referee was supplied with a 1929 N.Z. Referees' Handbook. Mr Knighley, the only player present, asked several questions, which were answered.: [969, 980, 1109, 1018]
column-5: [547, 33, 688, 1495]
ad-line: AND: [63, 198, 80, 208]
ad-line: SURGEON DENTIST: [314, 59, 384, 69]
